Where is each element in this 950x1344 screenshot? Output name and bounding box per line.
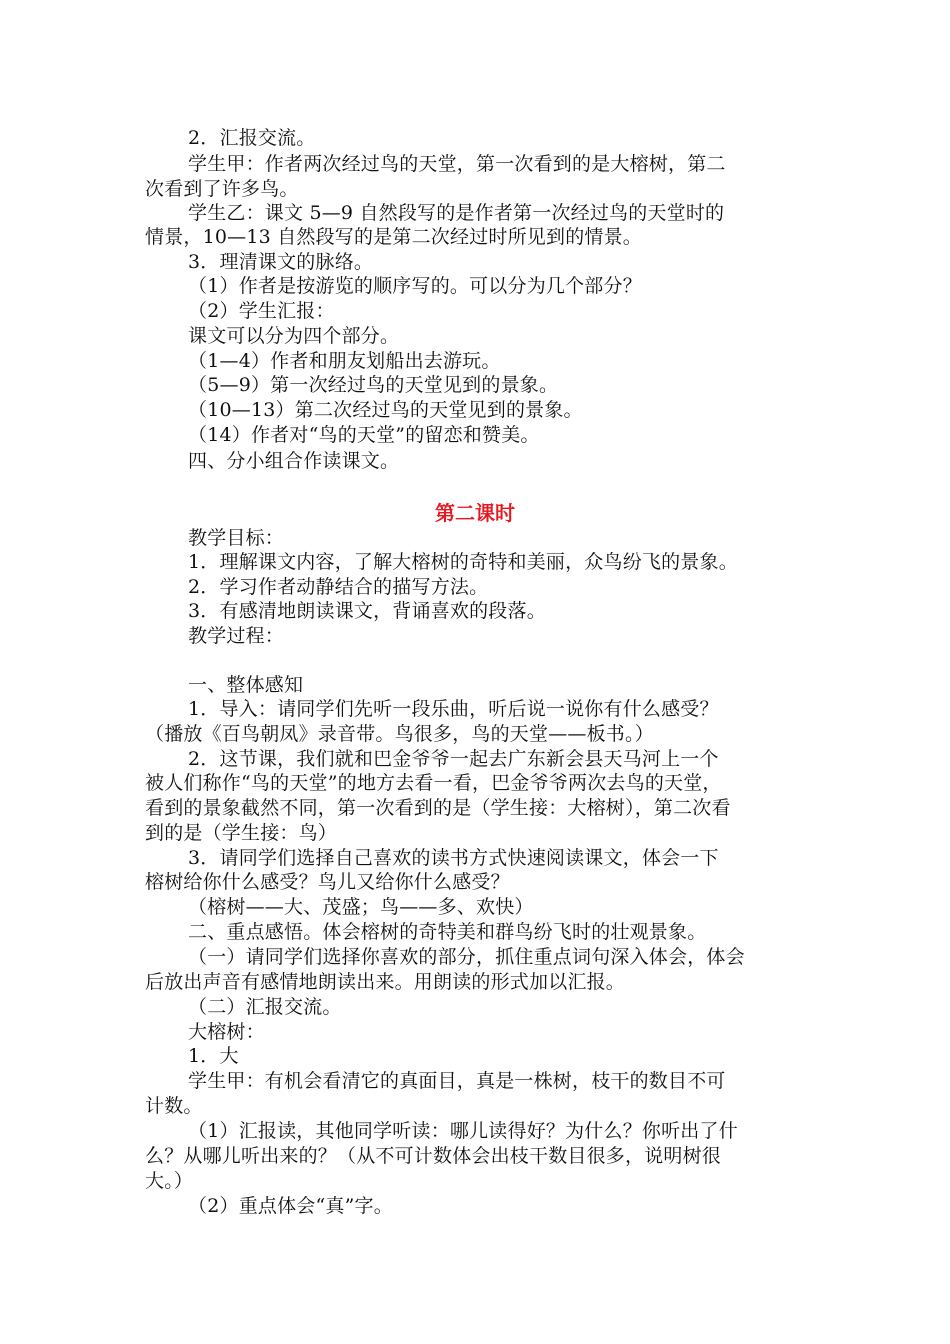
text-line: 学生乙：课文 5—9 自然段写的是作者第一次经过鸟的天堂时的 [188, 202, 725, 224]
text-line: 3．理清课文的脉络。 [188, 251, 374, 273]
text-line: 学生甲：作者两次经过鸟的天堂，第一次看到的是大榕树，第二 [188, 153, 726, 175]
text-line: 四、分小组合作读课文。 [188, 450, 400, 472]
text-line: 教学过程： [188, 625, 285, 647]
text-line: 次看到了许多鸟。 [145, 178, 299, 200]
text-line: 一、整体感知 [188, 674, 304, 696]
text-line: 课文可以分为四个部分。 [188, 325, 400, 347]
text-line: 情景，10—13 自然段写的是第二次经过时所见到的情景。 [145, 226, 642, 248]
text-line: 1．理解课文内容，了解大榕树的奇特和美丽，众鸟纷飞的景象。 [188, 551, 738, 573]
text-line: 大。） [145, 1170, 194, 1192]
text-line: （2）学生汇报： [188, 300, 335, 322]
text-line: 么？从哪儿听出来的？（从不可计数体会出枝干数目很多，说明树很 [145, 1145, 722, 1167]
text-line: （14）作者对“鸟的天堂”的留恋和赞美。 [188, 424, 540, 446]
text-line: 教学目标： [188, 527, 285, 549]
text-line: 看到的景象截然不同，第一次看到的是（学生接：大榕树），第二次看 [145, 797, 731, 819]
text-line: （播放《百鸟朝凤》录音带。鸟很多，鸟的天堂——板书。） [145, 723, 654, 745]
text-line: 二、重点感悟。体会榕树的奇特美和群鸟纷飞时的壮观景象。 [188, 921, 707, 943]
section-heading: 第二课时 [435, 501, 515, 525]
text-line: 3．有感清地朗读课文，背诵喜欢的段落。 [188, 600, 546, 622]
text-line: （5—9）第一次经过鸟的天堂见到的景象。 [188, 374, 559, 396]
text-line: （1）作者是按游览的顺序写的。可以分为几个部分？ [188, 275, 642, 297]
text-line: 到的是（学生接：鸟） [145, 822, 338, 844]
text-line: （一）请同学们选择你喜欢的部分，抓住重点词句深入体会，体会 [188, 946, 745, 968]
text-line: （榕树——大、茂盛；鸟——多、欢快） [188, 896, 534, 918]
text-line: （二）汇报交流。 [188, 996, 342, 1018]
text-line: 1．大 [188, 1045, 239, 1067]
text-line: 大榕树： [188, 1021, 265, 1043]
text-line: 计数。 [145, 1095, 203, 1117]
text-line: （1）汇报读，其他同学听读：哪儿读得好？为什么？你听出了什 [188, 1120, 738, 1142]
text-line: 被人们称作“鸟的天堂”的地方去看一看，巴金爷爷两次去鸟的天堂， [145, 772, 722, 794]
text-line: 1．导入：请同学们先听一段乐曲，听后说一说你有什么感受？ [188, 698, 719, 720]
text-line: （10—13）第二次经过鸟的天堂见到的景象。 [188, 399, 583, 421]
text-line: 2．汇报交流。 [188, 127, 316, 149]
text-line: 后放出声音有感情地朗读出来。用朗读的形式加以汇报。 [145, 971, 626, 993]
text-line: 学生甲：有机会看清它的真面目，真是一株树，枝干的数目不可 [188, 1070, 726, 1092]
text-line: （2）重点体会“真”字。 [188, 1195, 393, 1217]
text-line: （1—4）作者和朋友划船出去游玩。 [188, 350, 501, 372]
text-line: 2．学习作者动静结合的描写方法。 [188, 576, 489, 598]
text-line: 2．这节课，我们就和巴金爷爷一起去广东新会县天马河上一个 [188, 748, 719, 770]
text-line: 榕树给你什么感受？鸟儿又给你什么感受？ [145, 871, 510, 893]
text-line: 3．请同学们选择自己喜欢的读书方式快速阅读课文，体会一下 [188, 847, 719, 869]
